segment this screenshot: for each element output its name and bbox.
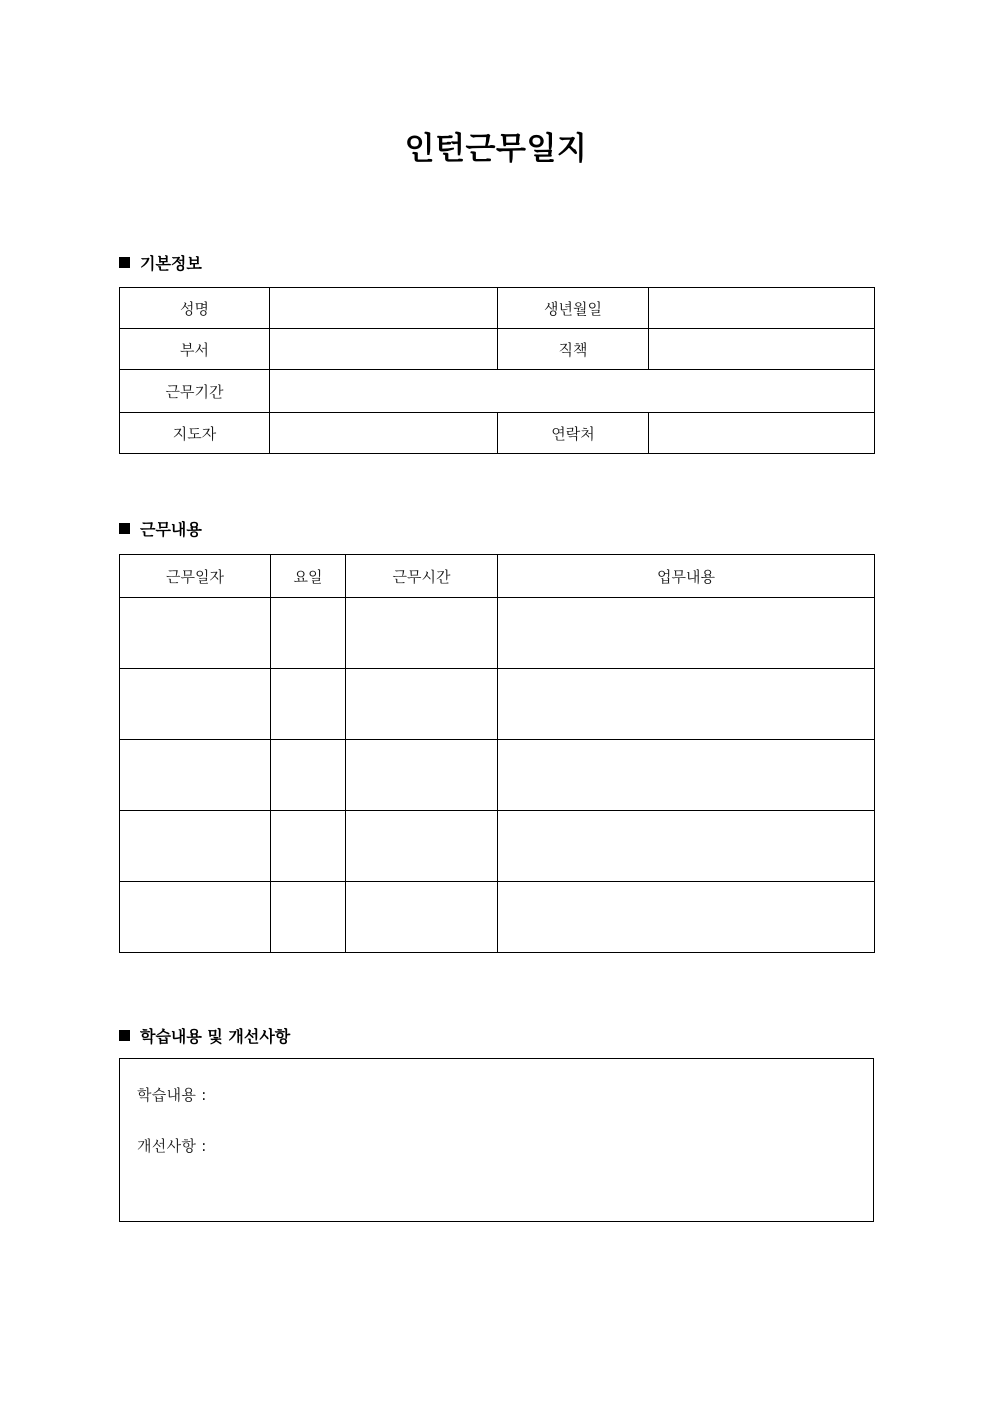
filled-square-icon (119, 523, 130, 534)
table-row (120, 598, 875, 669)
table-row (120, 329, 875, 370)
basic-info-label-work-period: 근무기간 (120, 370, 270, 413)
cell-day-of-week[interactable] (271, 740, 346, 811)
learning-improvement-box[interactable] (119, 1058, 874, 1222)
cell-task-content[interactable] (498, 598, 875, 669)
cell-day-of-week[interactable] (271, 669, 346, 740)
cell-day-of-week[interactable] (271, 598, 346, 669)
learning-content-label: 학습내용 : (137, 1086, 207, 1104)
table-row (120, 669, 875, 740)
table-row (120, 288, 875, 329)
column-header-work-date: 근무일자 (120, 555, 271, 598)
filled-square-icon (119, 257, 130, 268)
work-content-table (119, 554, 875, 953)
table-row (120, 370, 875, 413)
filled-square-icon (119, 1030, 130, 1041)
cell-work-date[interactable] (120, 882, 271, 953)
cell-work-date[interactable] (120, 598, 271, 669)
basic-info-value-name[interactable] (270, 288, 498, 329)
section-heading-basic-info-label: 기본정보 (140, 254, 202, 273)
cell-work-hours[interactable] (346, 882, 498, 953)
section-heading-learning-improvement (119, 1024, 290, 1047)
cell-work-hours[interactable] (346, 811, 498, 882)
basic-info-value-work-period[interactable] (270, 370, 875, 413)
basic-info-label-department: 부서 (120, 329, 270, 370)
basic-info-label-supervisor: 지도자 (120, 413, 270, 454)
basic-info-label-birthdate: 생년월일 (498, 288, 649, 329)
cell-task-content[interactable] (498, 740, 875, 811)
improvement-content-label: 개선사항 : (137, 1137, 207, 1155)
page-title: 인턴근무일지 (404, 131, 588, 167)
section-heading-basic-info (119, 251, 202, 274)
table-row (120, 413, 875, 454)
table-row (120, 740, 875, 811)
cell-work-date[interactable] (120, 740, 271, 811)
cell-task-content[interactable] (498, 669, 875, 740)
section-heading-work-content (119, 517, 202, 540)
cell-work-date[interactable] (120, 669, 271, 740)
basic-info-value-department[interactable] (270, 329, 498, 370)
basic-info-value-birthdate[interactable] (649, 288, 875, 329)
table-row (120, 882, 875, 953)
basic-info-value-position[interactable] (649, 329, 875, 370)
column-header-work-hours: 근무시간 (346, 555, 498, 598)
cell-work-hours[interactable] (346, 598, 498, 669)
basic-info-table (119, 287, 875, 454)
cell-day-of-week[interactable] (271, 811, 346, 882)
cell-task-content[interactable] (498, 882, 875, 953)
cell-day-of-week[interactable] (271, 882, 346, 953)
basic-info-label-position: 직책 (498, 329, 649, 370)
table-row (120, 811, 875, 882)
basic-info-label-contact: 연락처 (498, 413, 649, 454)
section-heading-learning-improvement-label: 학습내용 및 개선사항 (140, 1027, 291, 1046)
section-heading-work-content-label: 근무내용 (140, 520, 202, 539)
cell-task-content[interactable] (498, 811, 875, 882)
basic-info-value-contact[interactable] (649, 413, 875, 454)
basic-info-value-supervisor[interactable] (270, 413, 498, 454)
cell-work-date[interactable] (120, 811, 271, 882)
cell-work-hours[interactable] (346, 740, 498, 811)
column-header-task-content: 업무내용 (498, 555, 875, 598)
basic-info-label-name: 성명 (120, 288, 270, 329)
cell-work-hours[interactable] (346, 669, 498, 740)
table-header-row (120, 555, 875, 598)
column-header-day-of-week: 요일 (271, 555, 346, 598)
